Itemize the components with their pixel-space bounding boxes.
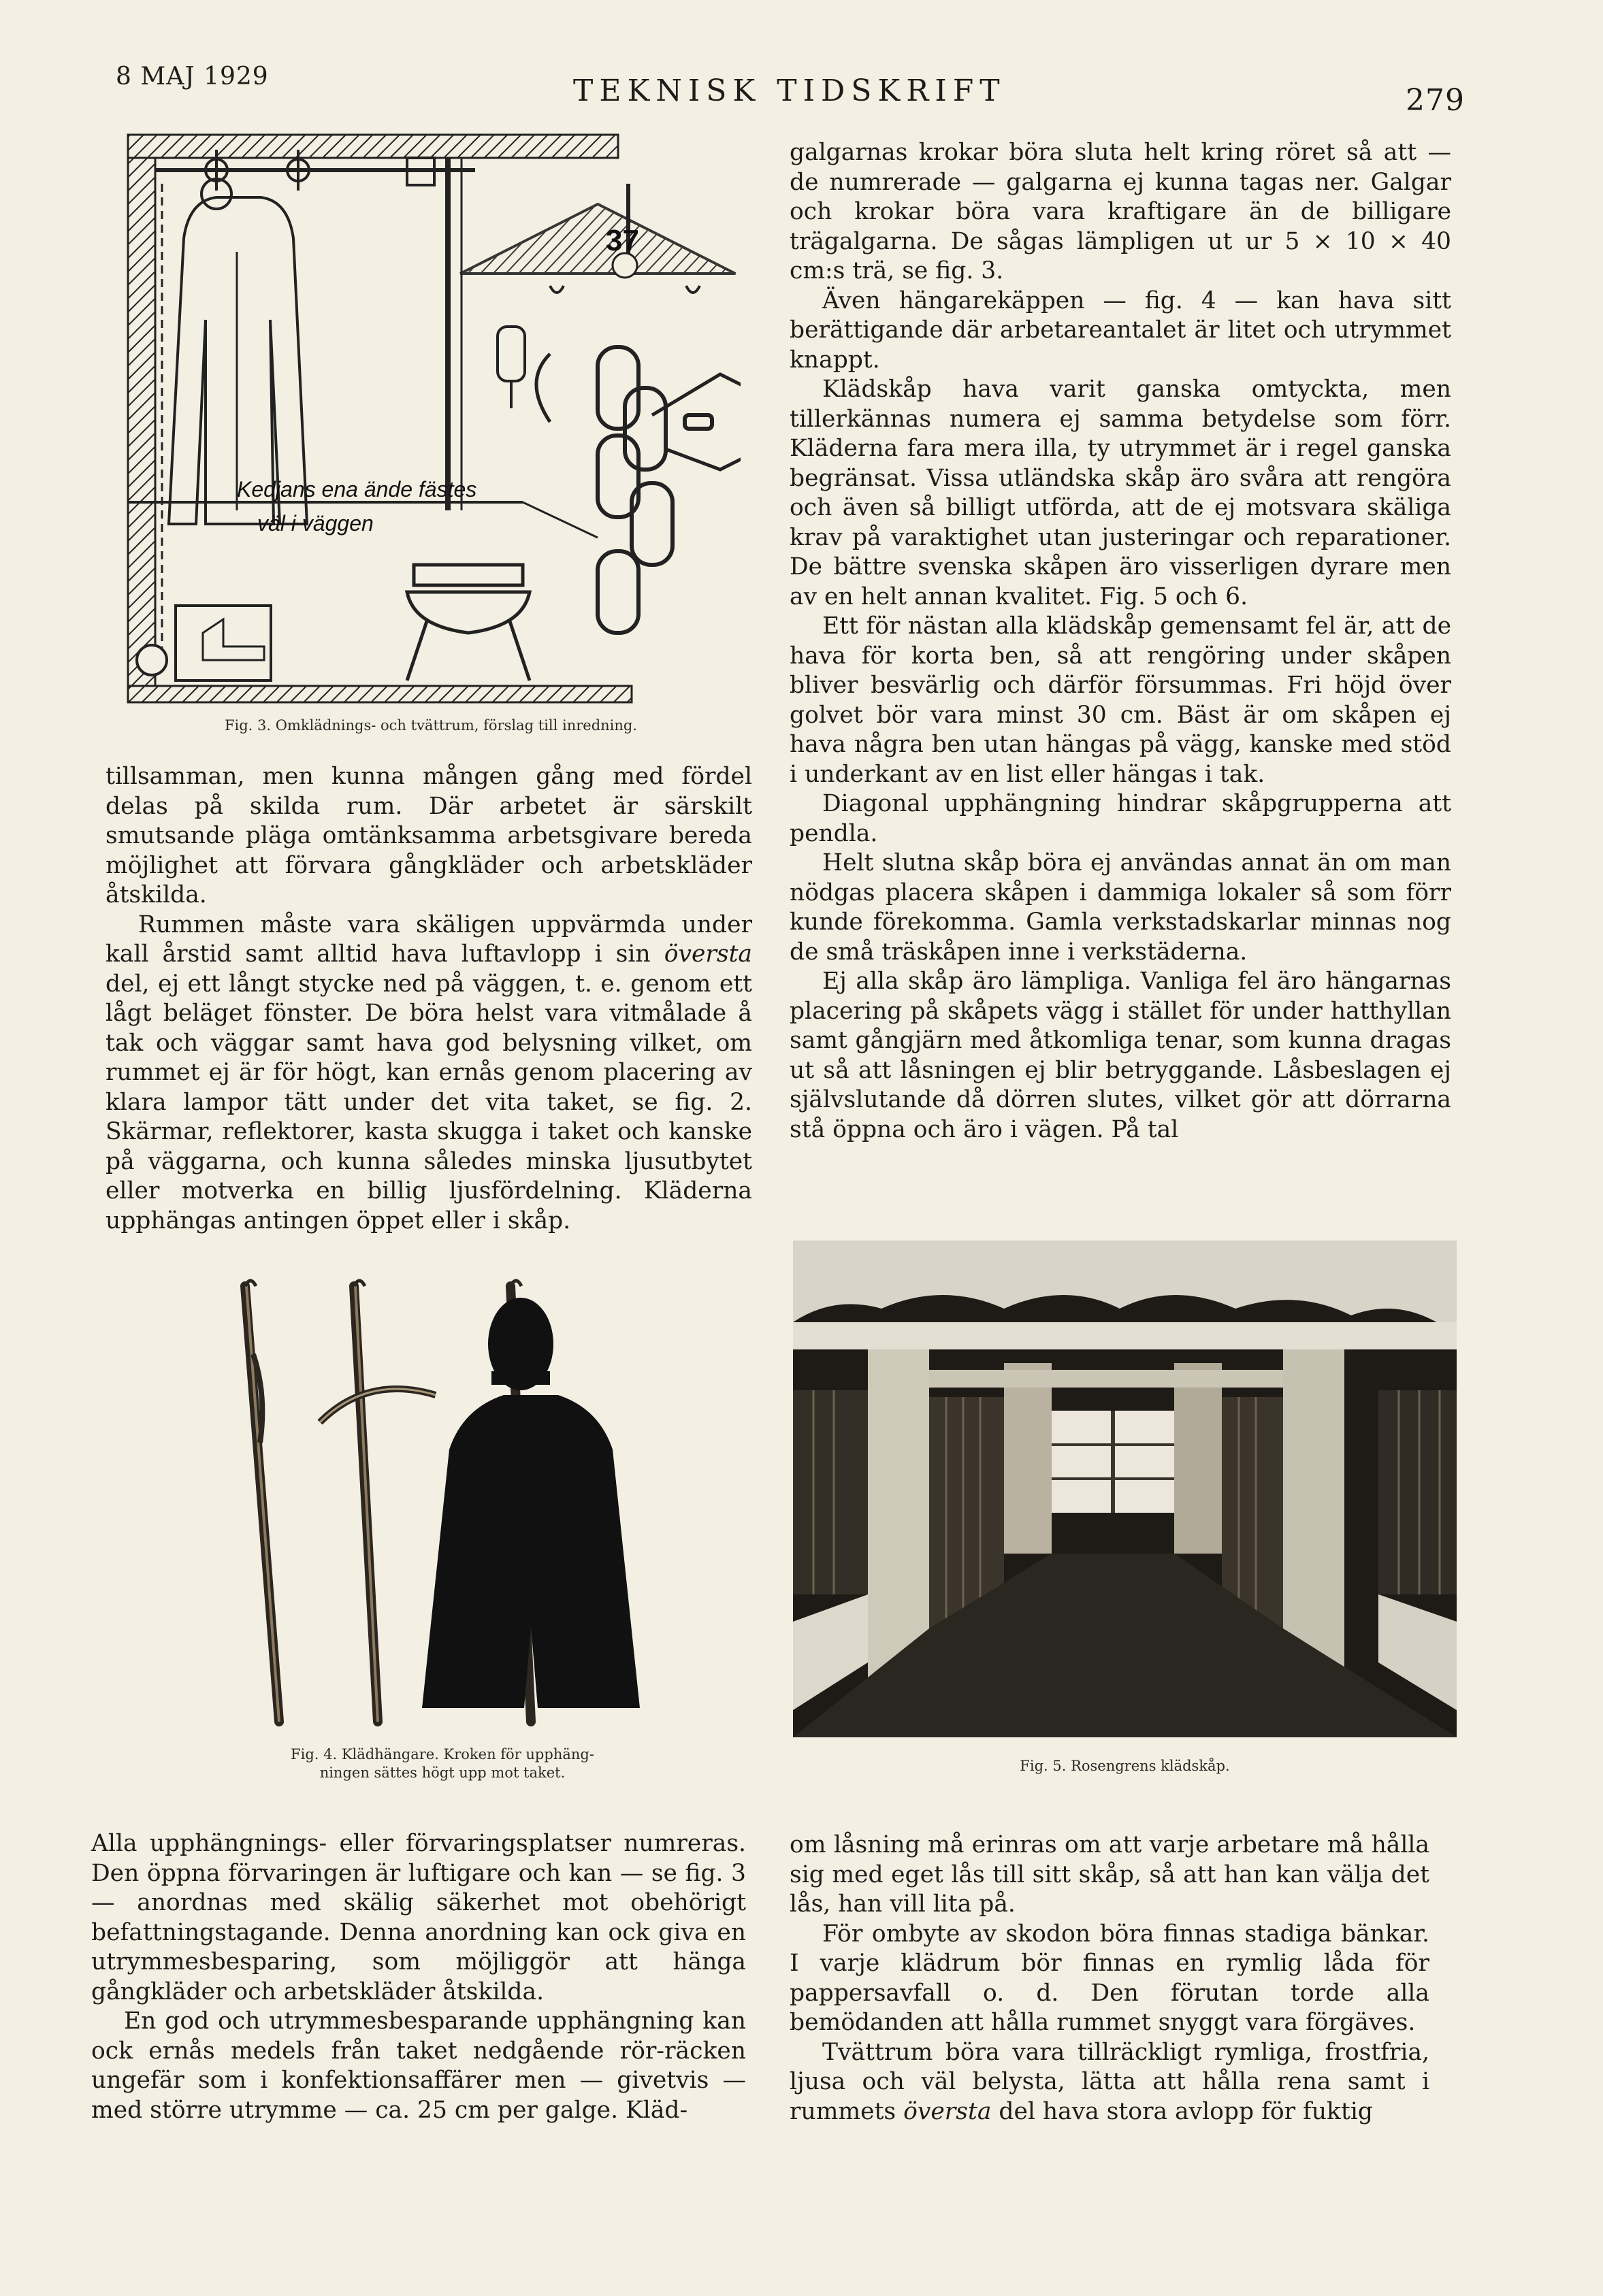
right-column-bottom (790, 1831, 1429, 2127)
ceiling-hatch (128, 135, 618, 158)
hanger-stick-2 (320, 1281, 436, 1722)
wall-hatch (128, 158, 155, 686)
paragraph: Tvättrum böra vara tillräckligt rymliga, frostfria, ljusa och väl belysta, lätta att hålla rena samt i rummets översta del hava stora avlopp för fuktig (790, 2038, 1429, 2125)
paragraph: galgarnas krokar böra sluta helt kring röret så att — de numrerade — galgarna ej kunna tagas ner. Galgar och krokar böra vara kraftigare än de billigare trägalgarna. De sågas lämpligen ut ur 5 × 10 × 40 cm:s trä, se fig. 3. (790, 139, 1451, 284)
annotation-line-1: Kedjans ena ände fästes (237, 477, 477, 502)
paragraph: Rummen måste vara skäligen uppvärmda under kall årstid samt alltid hava luftavlopp i sin översta del, ej ett långt stycke ned på väggen, t. e. genom ett lågt beläget fönster. De böra helst vara vitmålade å tak och väggar samt hava god belysning vilket, om rummet ej är för högt, kan ernås genom placering av klara lampor tätt under det vita taket, se fig. 2. Skärmar, reflektorer, kasta skugga i taket och kanske på väggarna, och kunna således minska ljusutbytet eller motverka en billig ljusfördelning. Kläderna upphängas antingen öppet eller i skåp. (106, 911, 752, 1234)
left-column-top (106, 762, 752, 1236)
paragraph: En god och utrymmesbesparande upphängning kan ock ernås medels från taket nedgående rör-räcken ungefär som i konfektionsaffärer men — givetvis — med större utrymme — ca. 25 cm per galge. Kläd- (91, 2007, 746, 2124)
page-number: 279 (1406, 83, 1465, 118)
figure-3-drawing (121, 129, 741, 708)
figure-5-photo (793, 1241, 1457, 1737)
figure-4-caption: Fig. 4. Klädhängare. Kroken för upphäng- ningen sättes högt upp mot taket. (291, 1746, 594, 1781)
paragraph: Ett för nästan alla klädskåp gemensamt fel är, att de hava för korta ben, så att rengöring under skåpen bliver besvärlig och därför försummas. Fri höjd över golvet bör vara minst 30 cm. Bäst är om skåpen ej hava några ben utan hängas på vägg, kanske med stöd i underkant av en list eller hängas i tak. (790, 612, 1451, 788)
paragraph: För ombyte av skodon böra finnas stadiga bänkar. I varje klädrum bör finnas en rymlig låda för pappersavfall o. d. Den förutan torde alla bemödanden att hålla rummet snyggt vara förgäves. (790, 1920, 1429, 2036)
hanger-number: 37 (606, 224, 639, 257)
paragraph: Alla upphängnings- eller förvaringsplatser numreras. Den öppna förvaringen är luftigare och kan — se fig. 3 — anordnas med skälig säkerhet mot obehörigt befattningstagande. Denna anordning kan ock giva en utrymmesbesparing, som möjliggör att hänga gångkläder och arbetskläder åtskilda. (91, 1830, 746, 2005)
figure-5-caption: Fig. 5. Rosengrens klädskåp. (1020, 1758, 1230, 1774)
right-column-top (790, 138, 1451, 1145)
hanger-stick-1 (245, 1281, 279, 1722)
paragraph: Helt slutna skåp böra ej användas annat än om man nödgas placera skåpen i dammiga lokaler så som förr kunde förekomma. Gamla verkstadskarlar minnas nog de små träskåpen inne i verkstäderna. (790, 849, 1451, 966)
journal-title: TEKNISK TIDSKRIFT (573, 73, 1006, 108)
figure-4-drawing (204, 1273, 681, 1742)
annotation-line-2: väl i väggen (257, 511, 374, 536)
figure-3-caption: Fig. 3. Omklädnings- och tvättrum, förslag till inredning. (224, 717, 638, 734)
paragraph: om låsning må erinras om att varje arbetare må hålla sig med eget lås till sitt skåp, så att han kan välja det lås, han vill lita på. (790, 1831, 1429, 1918)
paragraph: Diagonal upphängning hindrar skåpgrupperna att pendla. (790, 790, 1451, 847)
left-column-bottom (91, 1829, 746, 2125)
paragraph: tillsamman, men kunna mången gång med fördel delas på skilda rum. Där arbetet är särskilt smutsande pläga omtänksamma arbetsgivare bereda möjlighet att förvara gångkläder och arbetskläder åtskilda. (106, 763, 752, 908)
issue-date: 8 MAJ 1929 (116, 63, 269, 91)
paragraph: Även hängarekäppen — fig. 4 — kan hava sitt berättigande där arbetareantalet är litet och utrymmet knappt. (790, 286, 1451, 374)
paragraph: Klädskåp hava varit ganska omtyckta, men tillerkännas numera ej samma betydelse som förr. Kläderna fara mera illa, ty utrymmet är i regel ganska begränsat. Vissa utländska skåp äro svåra att rengöra och även så billigt utförda, att de ej motsvara skäliga krav på varaktighet utan justeringar och reparationer. De bättre svenska skåpen äro visserligen dyrare men av en helt annan kvalitet. Fig. 5 och 6. (790, 376, 1451, 610)
paragraph: Ej alla skåp äro lämpliga. Vanliga fel äro hängarnas placering på skåpets vägg i stället för under hatthyllan samt gångjärn med åtkomliga tenar, som kunna dragas ut så att låsningen ej blir betryggande. Låsbeslagen ej självslutande då dörren slutes, vilket gör att dörrarna stå öppna och äro i vägen. På tal (790, 968, 1451, 1143)
floor-hatch (128, 686, 632, 702)
